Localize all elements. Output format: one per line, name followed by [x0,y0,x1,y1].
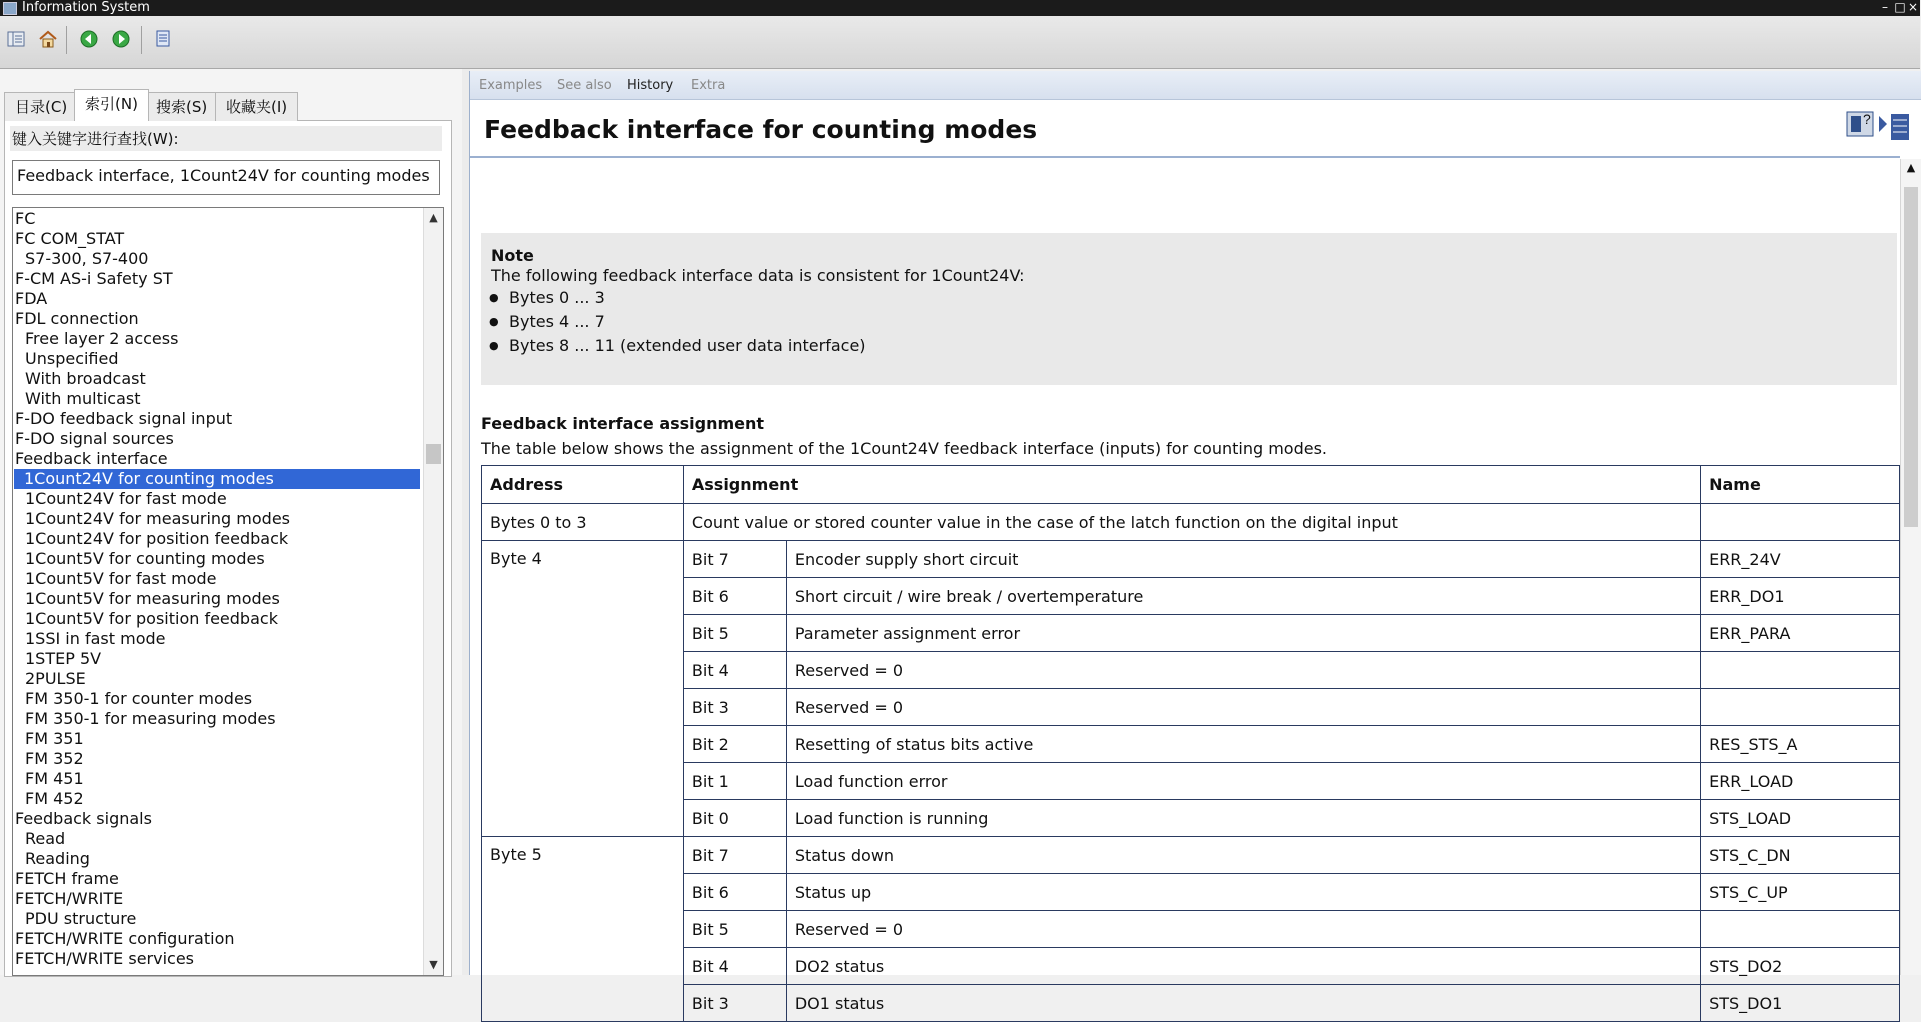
section-title: Feedback interface assignment [481,414,765,433]
note-bullet: ● Bytes 4 ... 7 [489,310,866,334]
table-row [482,837,1900,874]
address-cell: Byte 5 [482,837,684,1022]
index-item[interactable]: FDL connection [15,309,139,328]
name-cell [1701,504,1900,541]
address-cell: Byte 4 [482,541,684,837]
navigation-tabs [4,89,454,121]
index-item[interactable]: FDA [15,289,48,308]
index-item[interactable]: S7-300, S7-400 [25,249,149,268]
name-cell: STS_C_DN [1701,837,1900,874]
home-icon[interactable] [37,28,59,50]
index-item[interactable]: 1Count5V for position feedback [25,609,278,628]
assignment-cell: Count value or stored counter value in the case of the latch function on the digital input [683,504,1700,541]
print-icon[interactable] [152,28,174,50]
header-assignment: Assignment [683,466,1700,504]
tab-see-also[interactable]: See also [557,78,612,93]
table-row [482,874,1900,911]
page-title: Feedback interface for counting modes [484,115,1038,144]
index-item[interactable]: FM 350-1 for counter modes [25,689,253,708]
index-list[interactable] [12,207,444,976]
assignment-cell: Load function error [786,763,1700,800]
index-item[interactable]: FM 350-1 for measuring modes [25,709,276,728]
index-item[interactable]: FC COM_STAT [15,229,125,248]
note-description: The following feedback interface data is consistent for 1Count24V: [491,266,1025,285]
topic-tabs [470,71,1921,100]
index-item[interactable]: Free layer 2 access [25,329,179,348]
index-item[interactable]: 1Count5V for measuring modes [25,589,280,608]
table-row [482,504,1900,541]
table-row [482,948,1900,985]
address-cell: Bytes 0 to 3 [482,504,684,541]
assignment-cell: Parameter assignment error [786,615,1700,652]
assignment-cell: Status up [786,874,1700,911]
bit-cell: Bit 5 [683,911,786,948]
content-scrollbar[interactable] [1900,159,1921,975]
contents-toggle-icon[interactable] [5,28,27,50]
index-item[interactable]: F-DO signal sources [15,429,174,448]
table-row [482,985,1900,1022]
name-cell [1701,652,1900,689]
table-row [482,652,1900,689]
table-row [482,800,1900,837]
assignment-cell: Encoder supply short circuit [786,541,1700,578]
minimize-button[interactable]: – [1882,0,1888,14]
bit-cell: Bit 2 [683,726,786,763]
name-cell: STS_C_UP [1701,874,1900,911]
index-item[interactable]: 1Count5V for counting modes [25,549,265,568]
index-item[interactable]: Reading [25,849,90,868]
assignment-cell: Resetting of status bits active [786,726,1700,763]
index-item[interactable]: FM 351 [25,729,84,748]
index-item[interactable]: FETCH/WRITE [15,889,124,908]
back-icon[interactable] [78,28,100,50]
bit-cell: Bit 4 [683,948,786,985]
svg-text:?: ? [1863,111,1871,127]
assignment-cell: Load function is running [786,800,1700,837]
close-button[interactable]: × [1907,0,1919,14]
bit-cell: Bit 7 [683,837,786,874]
index-item[interactable]: F-CM AS-i Safety ST [15,269,173,288]
scroll-thumb[interactable] [1904,187,1918,527]
assignment-cell: DO1 status [786,985,1700,1022]
index-item[interactable]: With broadcast [25,369,146,388]
scroll-up-icon[interactable]: ▲ [1906,161,1916,174]
table-row [482,578,1900,615]
table-row [482,615,1900,652]
window-titlebar [0,0,1920,16]
table-row [482,911,1900,948]
bit-cell: Bit 3 [683,689,786,726]
window-title: Information System [22,0,150,15]
index-item[interactable]: FETCH/WRITE services [15,949,195,968]
topic-icons [1843,108,1913,142]
assignment-table [481,465,1900,1022]
note-bullet: ● Bytes 0 ... 3 [489,286,866,310]
index-item[interactable]: Unspecified [25,349,119,368]
bit-cell: Bit 1 [683,763,786,800]
index-item[interactable]: 1Count24V for fast mode [25,489,227,508]
content-pane [469,71,1921,1013]
tab-contents[interactable]: 目录(C) [4,92,78,121]
forward-icon[interactable] [110,28,132,50]
note-title: Note [491,246,534,265]
scroll-down-icon[interactable]: ▼ [429,958,438,971]
tab-examples[interactable]: Examples [479,78,543,93]
table-header-row [482,466,1900,504]
index-item[interactable]: FM 452 [25,789,84,808]
bit-cell: Bit 7 [683,541,786,578]
note-box [481,233,1897,385]
scroll-up-icon[interactable]: ▲ [429,211,438,224]
index-item[interactable]: PDU structure [25,909,137,928]
topic-content [470,159,1900,1013]
index-item[interactable]: FM 451 [25,769,84,788]
tab-history[interactable]: History [627,78,674,93]
index-item[interactable]: 1STEP 5V [25,649,102,668]
index-item[interactable]: Feedback interface [15,449,168,468]
index-item[interactable]: Feedback signals [15,809,152,828]
navigation-pane [0,69,462,975]
index-item-selected[interactable]: 1Count24V for counting modes [14,469,420,489]
index-item[interactable]: 1Count24V for position feedback [25,529,289,548]
maximize-button[interactable]: □ [1894,0,1906,14]
name-cell: STS_DO2 [1701,948,1900,985]
bit-cell: Bit 4 [683,652,786,689]
name-cell: RES_STS_A [1701,726,1900,763]
name-cell [1701,689,1900,726]
index-item[interactable]: 2PULSE [25,669,86,688]
index-item[interactable]: FETCH/WRITE configuration [15,929,235,948]
bit-cell: Bit 0 [683,800,786,837]
index-item[interactable]: Read [25,829,66,848]
section-description: The table below shows the assignment of the 1Count24V feedback interface (inputs) for counting modes. [481,439,1328,458]
keyword-search-input[interactable]: Feedback interface, 1Count24V for counting modes [12,160,440,195]
table-row [482,689,1900,726]
tab-index[interactable]: 索引(N) [74,89,149,121]
assignment-cell: Reserved = 0 [786,911,1700,948]
index-scrollbar[interactable] [423,208,443,975]
bit-cell: Bit 3 [683,985,786,1022]
app-icon [3,2,17,15]
tab-extra[interactable]: Extra [691,78,726,93]
keyword-label: 键入关键字进行查找(W): [10,126,442,151]
tab-search[interactable]: 搜索(S) [145,92,218,121]
tab-favorites[interactable]: 收藏夹(I) [215,92,298,121]
note-bullet: ● Bytes 8 ... 11 (extended user data interface) [489,334,866,358]
name-cell: ERR_LOAD [1701,763,1900,800]
name-cell: ERR_24V [1701,541,1900,578]
assignment-cell: DO2 status [786,948,1700,985]
name-cell: STS_LOAD [1701,800,1900,837]
index-item[interactable]: FM 352 [25,749,84,768]
bit-cell: Bit 6 [683,578,786,615]
assignment-cell: Short circuit / wire break / overtemperature [786,578,1700,615]
title-divider [470,156,1900,158]
bit-cell: Bit 5 [683,615,786,652]
header-address: Address [482,466,684,504]
name-cell: STS_DO1 [1701,985,1900,1022]
name-cell: ERR_PARA [1701,615,1900,652]
table-row [482,726,1900,763]
index-item[interactable]: 1Count24V for measuring modes [25,509,290,528]
scroll-thumb[interactable] [426,444,441,464]
index-item[interactable]: F-DO feedback signal input [15,409,233,428]
index-item[interactable]: FC [15,209,36,228]
help-navigation-icon[interactable] [1843,108,1913,142]
toolbar [0,16,1920,69]
index-item[interactable]: 1Count5V for fast mode [25,569,217,588]
name-cell [1701,911,1900,948]
bit-cell: Bit 6 [683,874,786,911]
name-cell: ERR_DO1 [1701,578,1900,615]
assignment-cell: Reserved = 0 [786,689,1700,726]
assignment-cell: Reserved = 0 [786,652,1700,689]
index-item[interactable]: FETCH frame [15,869,119,888]
index-item[interactable]: With multicast [25,389,141,408]
table-row [482,763,1900,800]
header-name: Name [1701,466,1900,504]
table-row [482,541,1900,578]
assignment-cell: Status down [786,837,1700,874]
note-bullets [489,286,866,358]
index-item[interactable]: 1SSI in fast mode [25,629,166,648]
